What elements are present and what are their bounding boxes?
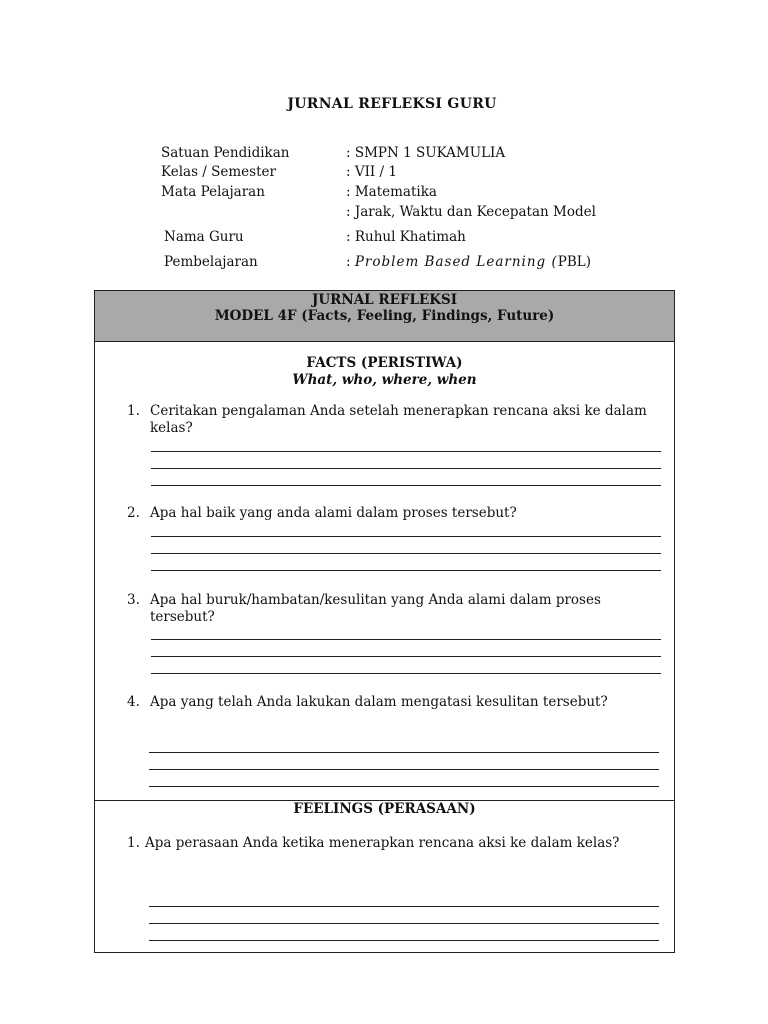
info-value	[346, 254, 591, 270]
question-text: Apa hal buruk/hambatan/kesulitan yang Anda alami dalam proses tersebut?	[150, 592, 601, 625]
answer-line[interactable]	[151, 673, 661, 674]
question-number: 4.	[127, 694, 140, 710]
table-header-title: JURNAL REFLEKSI	[311, 292, 458, 308]
answer-line[interactable]	[149, 786, 659, 787]
info-value-italic: Problem Based Learning (	[354, 254, 558, 270]
facts-subtitle: What, who, where, when	[292, 372, 477, 388]
answer-line[interactable]	[151, 639, 661, 640]
question-text: Apa hal baik yang anda alami dalam proses tersebut?	[150, 505, 517, 521]
info-value: : VII / 1	[346, 164, 397, 180]
info-label: Kelas / Semester	[161, 164, 276, 180]
question-text: Apa perasaan Anda ketika menerapkan rencana aksi ke dalam kelas?	[145, 835, 620, 851]
info-value-prefix: :	[346, 254, 355, 270]
answer-line[interactable]	[149, 923, 659, 924]
answer-line[interactable]	[149, 752, 659, 753]
info-value-suffix: PBL)	[557, 254, 591, 270]
answer-line[interactable]	[151, 553, 661, 554]
question-number: 1.	[127, 403, 140, 419]
info-value: : Ruhul Khatimah	[346, 229, 466, 245]
answer-line[interactable]	[149, 906, 659, 907]
reflection-table	[94, 290, 675, 953]
info-label: Nama Guru	[164, 229, 244, 245]
table-header	[95, 291, 674, 342]
info-label: Mata Pelajaran	[161, 184, 265, 200]
question-text: Apa yang telah Anda lakukan dalam mengatasi kesulitan tersebut?	[150, 694, 608, 710]
answer-line[interactable]	[151, 485, 661, 486]
info-value: : Matematika	[346, 184, 437, 200]
question-number: 3.	[127, 592, 140, 608]
answer-line[interactable]	[151, 536, 661, 537]
answer-line[interactable]	[151, 656, 661, 657]
feelings-title: FEELINGS (PERASAAN)	[293, 801, 476, 817]
info-value: : SMPN 1 SUKAMULIA	[346, 145, 506, 161]
question-text: Ceritakan pengalaman Anda setelah menerapkan rencana aksi ke dalam kelas?	[150, 403, 647, 436]
feelings-question-1	[127, 835, 620, 852]
answer-line[interactable]	[149, 769, 659, 770]
info-value: : Jarak, Waktu dan Kecepatan Model	[346, 204, 596, 220]
info-label: Pembelajaran	[164, 254, 258, 270]
answer-line[interactable]	[151, 451, 661, 452]
answer-line[interactable]	[149, 940, 659, 941]
facts-title: FACTS (PERISTIWA)	[306, 355, 463, 371]
info-label: Satuan Pendidikan	[161, 145, 290, 161]
table-header-model: MODEL 4F (Facts, Feeling, Findings, Future)	[214, 308, 555, 324]
question-number: 1.	[127, 835, 140, 851]
answer-line[interactable]	[151, 570, 661, 571]
question-number: 2.	[127, 505, 140, 521]
document-title: JURNAL REFLEKSI GURU	[287, 96, 497, 112]
answer-line[interactable]	[151, 468, 661, 469]
